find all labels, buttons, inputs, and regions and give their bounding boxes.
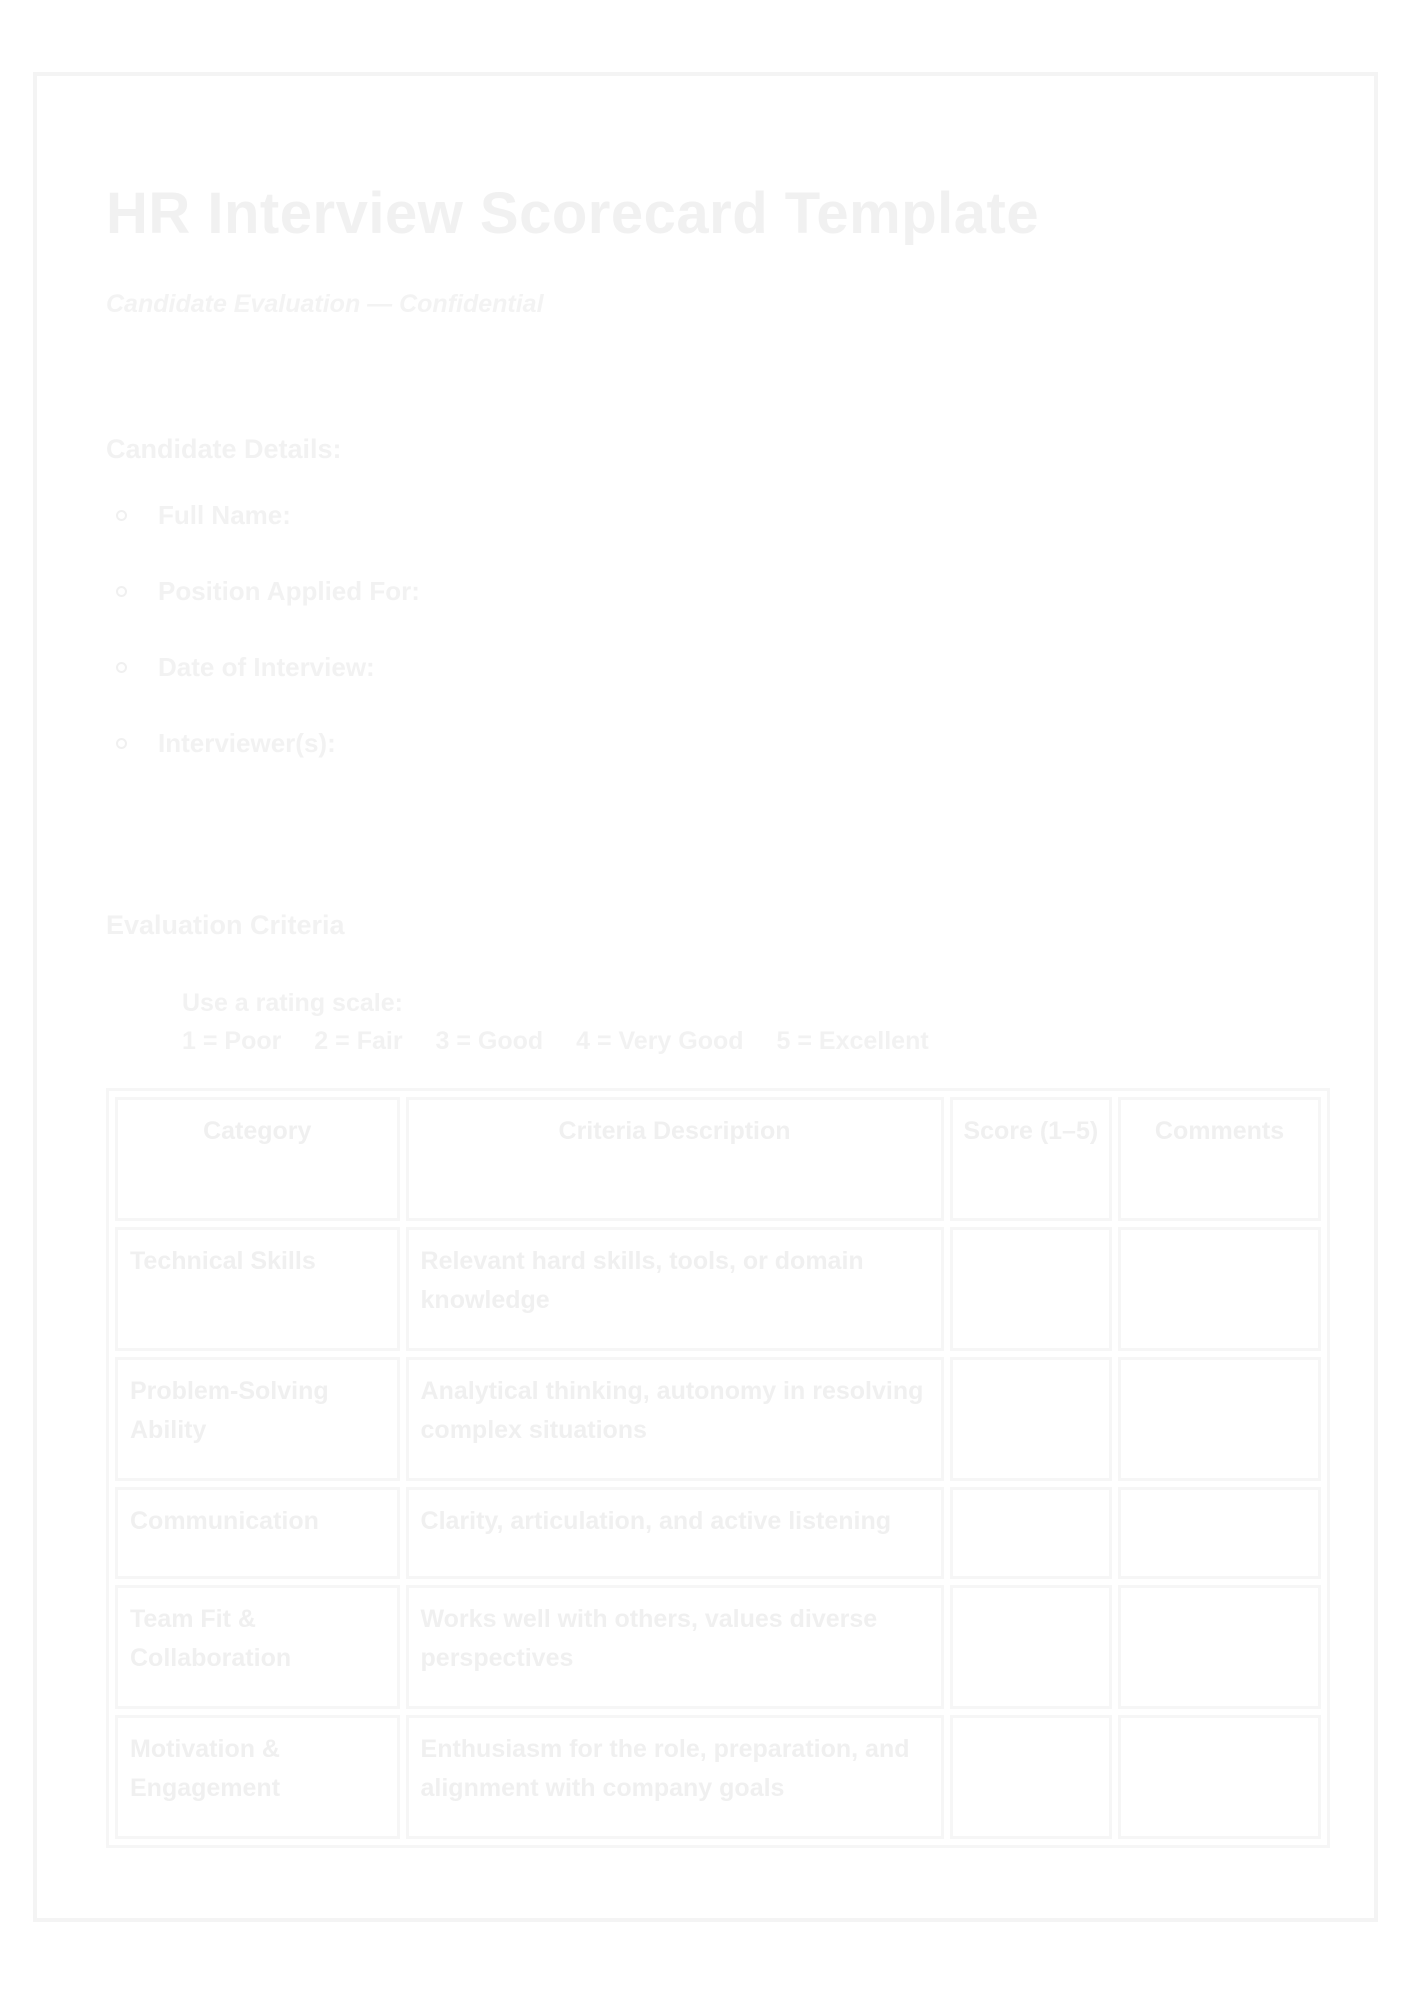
table-row	[115, 1715, 1321, 1839]
candidate-details-list	[106, 500, 420, 804]
cell-score[interactable]	[950, 1357, 1112, 1481]
cell-category: Problem-Solving Ability	[115, 1357, 400, 1481]
page-title: HR Interview Scorecard Template	[106, 181, 1040, 246]
scale-item: 3 = Good	[435, 1027, 544, 1055]
field-label: Date of Interview:	[158, 652, 375, 682]
header-comments: Comments	[1118, 1097, 1321, 1221]
list-item-interviewers	[106, 728, 420, 804]
cell-description: Works well with others, values diverse perspectives	[406, 1585, 944, 1709]
table-row	[115, 1487, 1321, 1579]
rating-scale	[182, 984, 955, 1060]
table-row	[115, 1357, 1321, 1481]
circle-bullet-icon	[116, 586, 127, 597]
list-item-interview-date	[106, 652, 420, 728]
candidate-details-heading: Candidate Details:	[106, 434, 342, 464]
cell-description: Relevant hard skills, tools, or domain knowledge	[406, 1227, 944, 1351]
page-subtitle: Candidate Evaluation — Confidential	[106, 290, 544, 318]
cell-description: Analytical thinking, autonomy in resolving complex situations	[406, 1357, 944, 1481]
rating-scale-intro: Use a rating scale:	[182, 989, 403, 1017]
cell-category: Motivation & Engagement	[115, 1715, 400, 1839]
cell-description: Clarity, articulation, and active listening	[406, 1487, 944, 1579]
field-label: Full Name:	[158, 500, 291, 530]
circle-bullet-icon	[116, 738, 127, 749]
table-row	[115, 1585, 1321, 1709]
cell-category: Team Fit & Collaboration	[115, 1585, 400, 1709]
evaluation-table	[106, 1088, 1330, 1848]
list-item-full-name	[106, 500, 420, 576]
scale-item: 4 = Very Good	[576, 1027, 744, 1055]
scale-item: 1 = Poor	[182, 1027, 282, 1055]
scale-item: 2 = Fair	[314, 1027, 403, 1055]
cell-score[interactable]	[950, 1715, 1112, 1839]
cell-score[interactable]	[950, 1487, 1112, 1579]
circle-bullet-icon	[116, 662, 127, 673]
table-row	[115, 1227, 1321, 1351]
rating-scale-items	[182, 1022, 955, 1060]
cell-score[interactable]	[950, 1585, 1112, 1709]
scale-item: 5 = Excellent	[776, 1027, 929, 1055]
header-description: Criteria Description	[406, 1097, 944, 1221]
header-score: Score (1–5)	[950, 1097, 1112, 1221]
cell-description: Enthusiasm for the role, preparation, and alignment with company goals	[406, 1715, 944, 1839]
cell-comments[interactable]	[1118, 1487, 1321, 1579]
cell-category: Communication	[115, 1487, 400, 1579]
cell-category: Technical Skills	[115, 1227, 400, 1351]
field-label: Interviewer(s):	[158, 728, 336, 758]
cell-score[interactable]	[950, 1227, 1112, 1351]
table-header-row	[115, 1097, 1321, 1221]
evaluation-criteria-heading: Evaluation Criteria	[106, 910, 345, 940]
cell-comments[interactable]	[1118, 1585, 1321, 1709]
circle-bullet-icon	[116, 510, 127, 521]
cell-comments[interactable]	[1118, 1715, 1321, 1839]
header-category: Category	[115, 1097, 400, 1221]
field-label: Position Applied For:	[158, 576, 420, 606]
cell-comments[interactable]	[1118, 1227, 1321, 1351]
cell-comments[interactable]	[1118, 1357, 1321, 1481]
list-item-position	[106, 576, 420, 652]
